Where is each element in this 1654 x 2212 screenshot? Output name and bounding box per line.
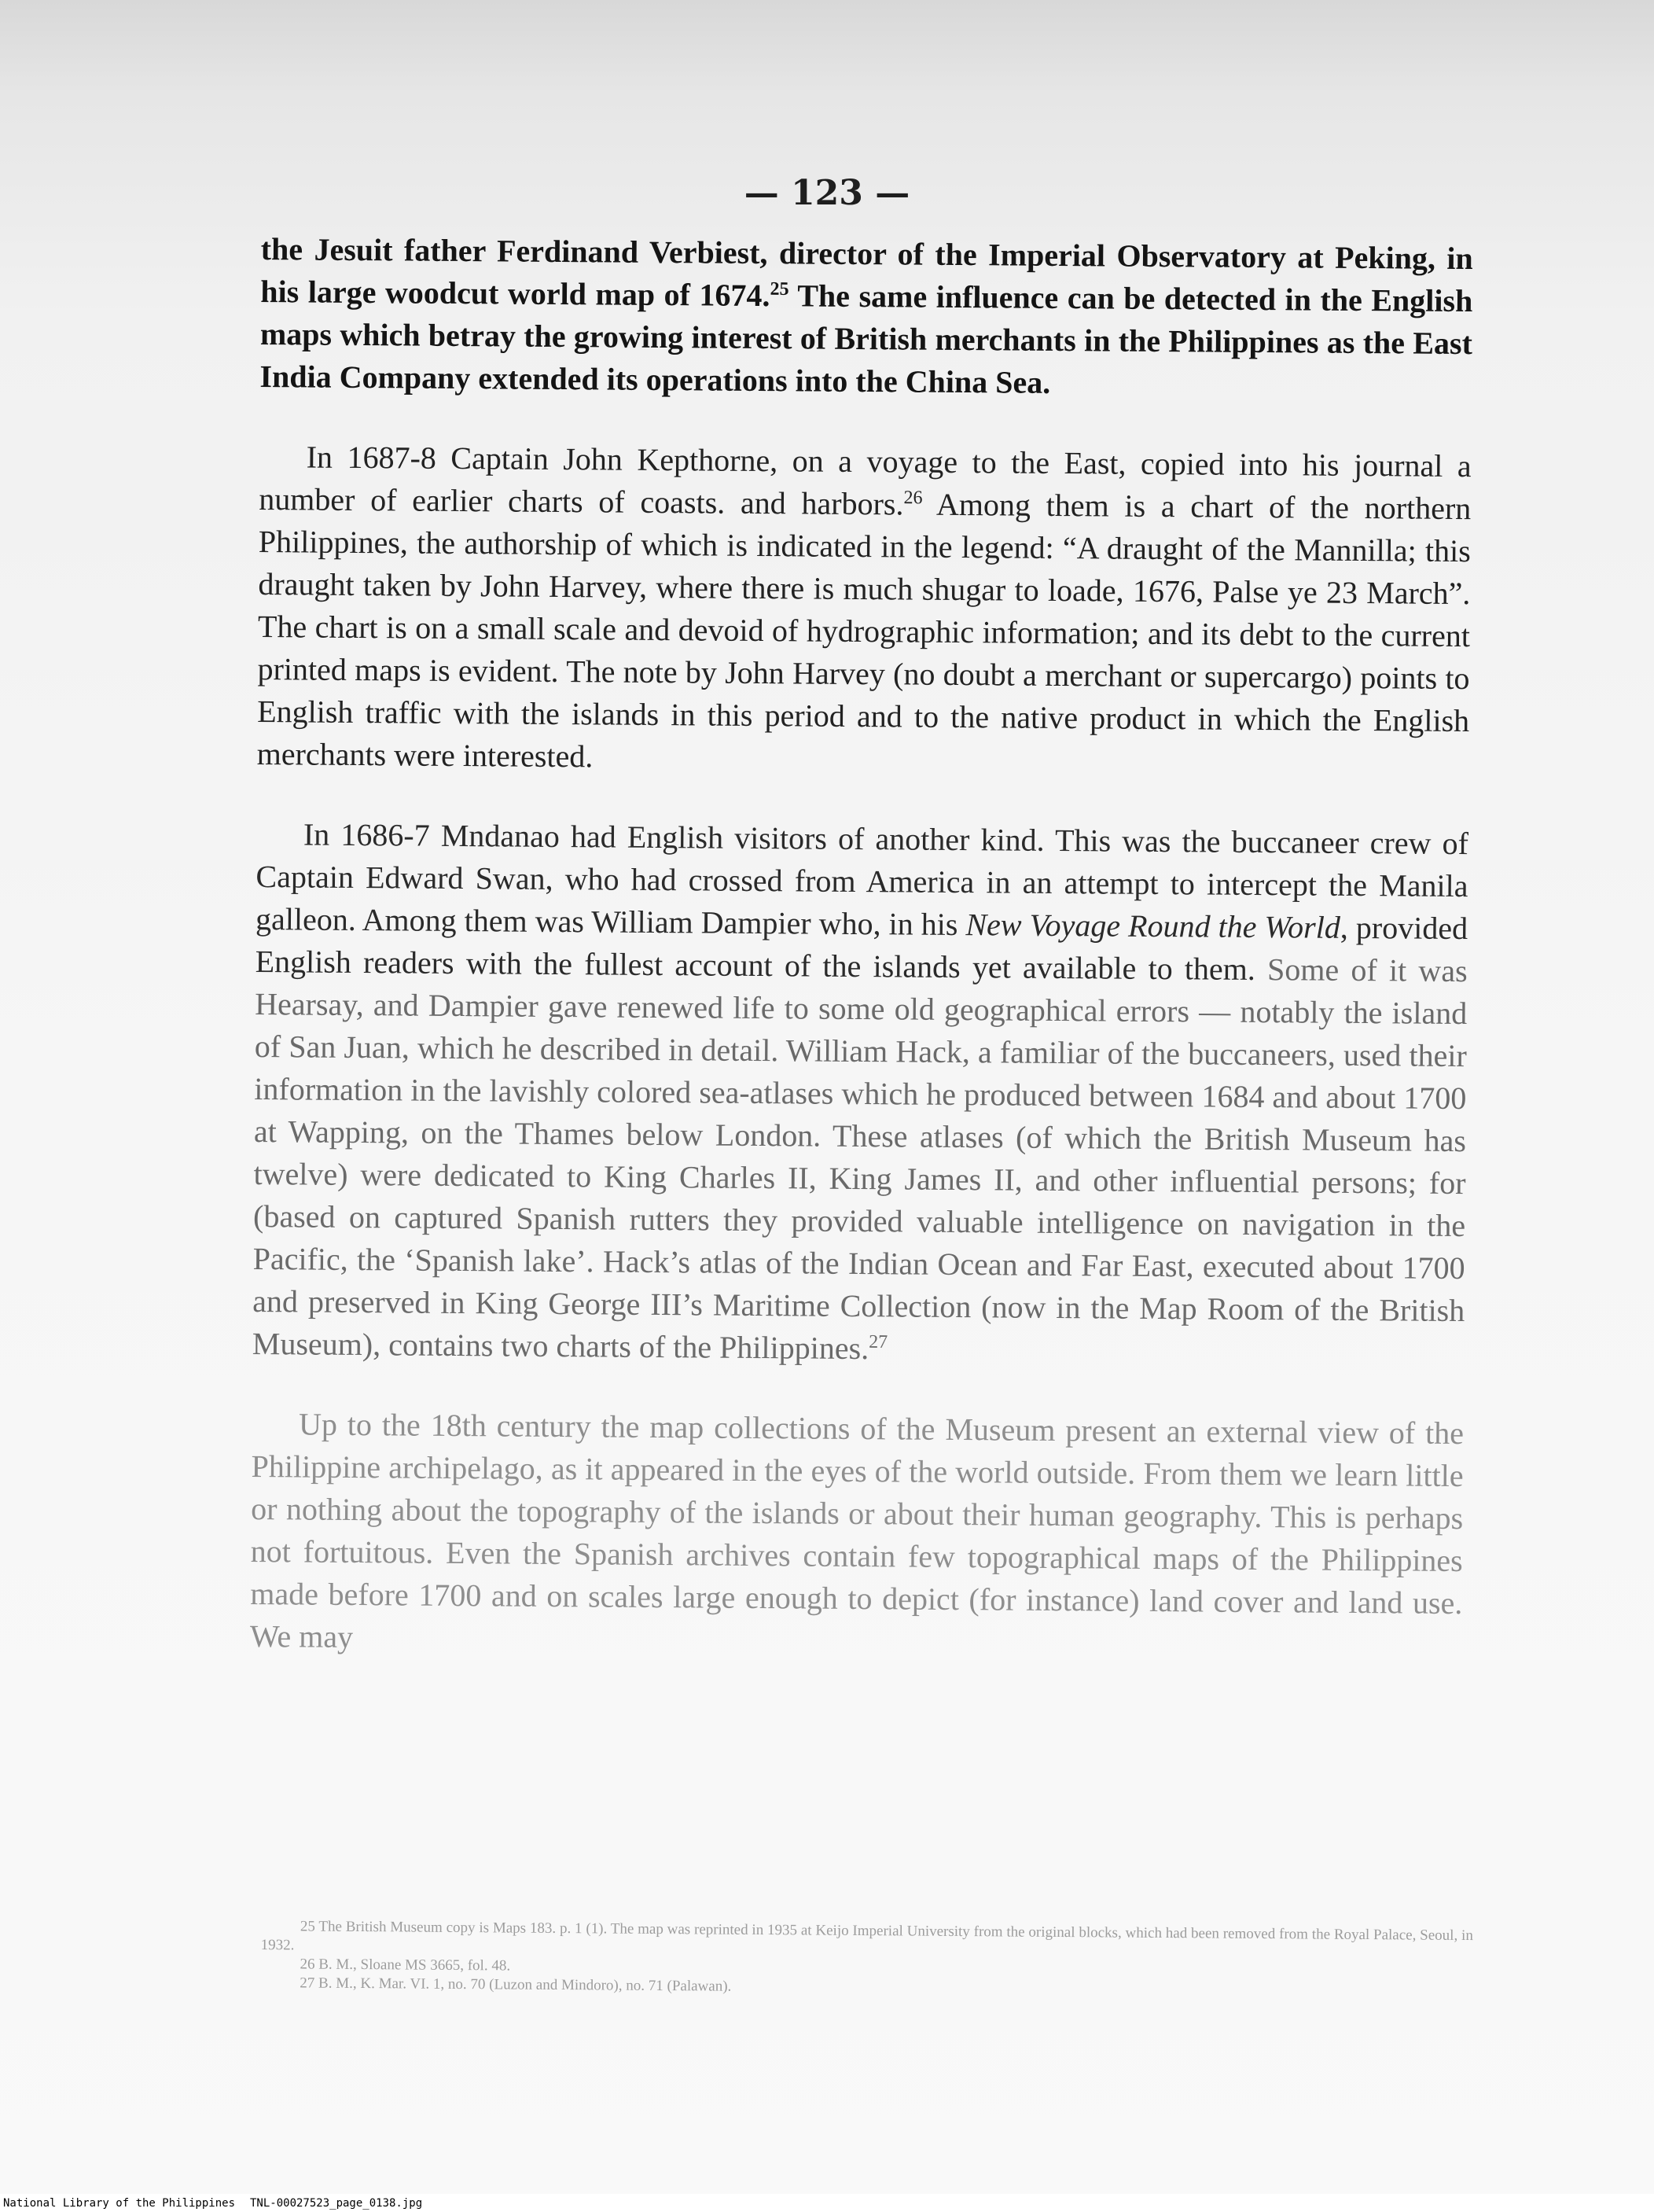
library-credit: National Library of the Philippines xyxy=(3,2197,236,2210)
paragraph-2 xyxy=(257,436,1472,785)
page-number: — 123 — xyxy=(744,173,910,213)
file-name: TNL-00027523_page_0138.jpg xyxy=(250,2197,423,2210)
paragraph-3-text-mid: , provided English readers with the fullest account of the islands yet available to them. xyxy=(255,909,1468,987)
footnotes xyxy=(260,1917,1473,2002)
body-text xyxy=(249,228,1473,1705)
paragraph-4-text: Up to the 18th century the map collections of the Museum present an external view of the Philippine archipelago, as it appeared in the eyes of the world outside. From them we learn little or nothing about the topography of the islands or about their human geography. This is perhaps not fortuitous. Even the Spanish archives contain few topographical maps of the Philippines made before 1700 and on scales large enough to depict (for instance) land cover and land use. We may xyxy=(249,1406,1465,1654)
footnote-27: 27 B. M., K. Mar. VI. 1, no. 70 (Luzon and Mindoro), no. 71 (Palawan). xyxy=(300,1975,732,1995)
paragraph-4 xyxy=(250,1403,1464,1667)
paragraph-1-text: the Jesuit father Ferdinand Verbiest, director of the Imperial Observatory at Peking, in his large woodcut world map of 1674. xyxy=(260,230,1473,314)
paragraph-3-text: In 1686-7 Mndanao had English visitors of another kind. This was the buccaneer crew of Captain Edward Swan, who had crossed from America in an attempt to intercept the Manila galleon. Among them was William Dampier who, in his xyxy=(255,816,1469,943)
footnote-ref-26: 26 xyxy=(903,488,923,509)
footnote-ref-25: 25 xyxy=(770,278,789,300)
footnote-25: 25 The British Museum copy is Maps 183. p. 1 (1). The map was reprinted in 1935 at Keijo Imperial University from the original blocks, which had been removed from the Royal Palace, Seoul, in 1932. xyxy=(260,1918,1473,1954)
bottom-strip xyxy=(0,2194,1654,2212)
book-title: New Voyage Round the World xyxy=(965,907,1341,945)
paragraph-1-text-cont: The same influence can be detected in the English maps which betray the growing interest of British merchants in the Philippines as the East India Company extended its operations into the China Sea. xyxy=(259,278,1473,400)
paragraph-2-text: In 1687-8 Captain John Kepthorne, on a voyage to the East, copied into his journal a number of earlier charts of coasts. and harbors. xyxy=(259,439,1472,522)
footnote-ref-27: 27 xyxy=(869,1331,888,1353)
paragraph-3-text-faded: Some of it was Hearsay, and Dampier gave renewed life to some old geographical errors — notably the island of San Juan, which he described in detail. William Hack, a familiar of the buccaneers, used their information in the lavishly colored sea-atlases which he produced between 1684 and about 1700 at Wapping, on the Thames below London. These atlases (of which the British Museum has twelve) were dedicated to King Charles II, King James II, and other influential persons; for (based on captured Spanish rutters they provided valuable intelligence on navigation in the Pacific, the ‘Spanish lake’. Hack’s atlas of the Indian Ocean and Far East, executed about 1700 and preserved in King George III’s Maritime Collection (now in the Map Room of the British Museum), contains two charts of the Philippines. xyxy=(252,951,1468,1367)
paragraph-2-text-cont: Among them is a chart of the northern Philippines, the authorship of which is indicated in the legend: “A draught of the Mannilla; this draught taken by John Harvey, where there is much shugar to loade, 1676, Palse ye 23 March”. The chart is on a small scale and devoid of hydrographic information; and its debt to the current printed maps is evident. The note by John Harvey (no doubt a merchant or supercargo) points to English traffic with the islands in this period and to the native product in which the English merchants were interested. xyxy=(256,486,1472,775)
footnote-26: 26 B. M., Sloane MS 3665, fol. 48. xyxy=(300,1956,511,1975)
paragraph-1 xyxy=(259,228,1473,407)
paragraph-3 xyxy=(252,813,1468,1375)
